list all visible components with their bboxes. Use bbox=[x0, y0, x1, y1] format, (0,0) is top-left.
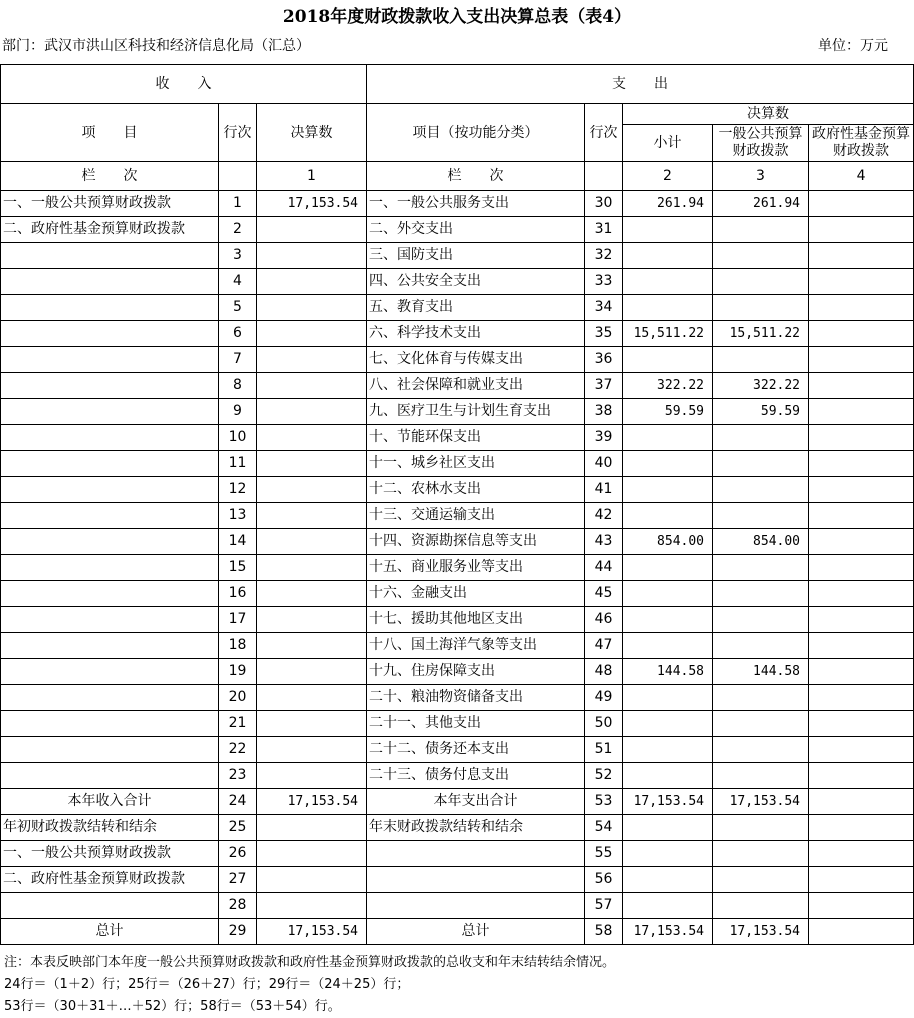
expense-row-no-cell: 39 bbox=[585, 425, 623, 451]
income-item-cell bbox=[1, 399, 219, 425]
expense-item-cell: 二十三、债务付息支出 bbox=[367, 763, 585, 789]
income-item-cell bbox=[1, 659, 219, 685]
general-budget-cell bbox=[713, 451, 809, 477]
income-item-cell bbox=[1, 763, 219, 789]
income-item-cell: 本年收入合计 bbox=[1, 789, 219, 815]
table-row bbox=[1, 373, 914, 399]
income-item-cell bbox=[1, 373, 219, 399]
general-budget-cell bbox=[713, 711, 809, 737]
income-row-no-cell: 18 bbox=[219, 633, 257, 659]
table-row bbox=[1, 503, 914, 529]
notes bbox=[4, 952, 615, 1018]
general-budget-header: 一般公共预算财政拨款 bbox=[713, 125, 809, 162]
subtotal-cell bbox=[623, 269, 713, 295]
income-amount-cell bbox=[257, 633, 367, 659]
general-budget-cell bbox=[713, 477, 809, 503]
expense-row-no-cell: 52 bbox=[585, 763, 623, 789]
general-budget-cell: 261.94 bbox=[713, 191, 809, 217]
general-budget-cell bbox=[713, 763, 809, 789]
expense-item-cell: 十二、农林水支出 bbox=[367, 477, 585, 503]
column-number-4: 4 bbox=[809, 162, 914, 191]
gov-fund-cell bbox=[809, 529, 914, 555]
gov-fund-cell bbox=[809, 867, 914, 893]
expense-item-cell: 二十二、债务还本支出 bbox=[367, 737, 585, 763]
gov-fund-cell bbox=[809, 321, 914, 347]
subtotal-cell: 144.58 bbox=[623, 659, 713, 685]
income-item-header: 项 目 bbox=[1, 104, 219, 162]
income-item-cell bbox=[1, 555, 219, 581]
income-amount-cell bbox=[257, 243, 367, 269]
subtotal-cell: 261.94 bbox=[623, 191, 713, 217]
expense-item-cell: 三、国防支出 bbox=[367, 243, 585, 269]
expense-item-cell: 总计 bbox=[367, 919, 585, 945]
income-item-cell bbox=[1, 477, 219, 503]
gov-fund-cell bbox=[809, 841, 914, 867]
income-item-cell: 年初财政拨款结转和结余 bbox=[1, 815, 219, 841]
expense-item-cell: 九、医疗卫生与计划生育支出 bbox=[367, 399, 585, 425]
table-row bbox=[1, 789, 914, 815]
expense-row-no-cell: 45 bbox=[585, 581, 623, 607]
expense-row-no-cell: 49 bbox=[585, 685, 623, 711]
subtotal-cell bbox=[623, 295, 713, 321]
income-amount-cell: 17,153.54 bbox=[257, 191, 367, 217]
general-budget-cell bbox=[713, 243, 809, 269]
subtotal-cell bbox=[623, 737, 713, 763]
income-row-no-cell: 19 bbox=[219, 659, 257, 685]
income-item-cell: 二、政府性基金预算财政拨款 bbox=[1, 217, 219, 243]
expense-item-cell: 八、社会保障和就业支出 bbox=[367, 373, 585, 399]
income-row-no-cell: 26 bbox=[219, 841, 257, 867]
gov-fund-cell bbox=[809, 477, 914, 503]
column-number-1: 1 bbox=[257, 162, 367, 191]
subtotal-cell: 854.00 bbox=[623, 529, 713, 555]
expense-row-no-cell: 30 bbox=[585, 191, 623, 217]
empty-cell bbox=[585, 162, 623, 191]
gov-fund-cell bbox=[809, 555, 914, 581]
gov-fund-cell bbox=[809, 425, 914, 451]
subtotal-cell bbox=[623, 633, 713, 659]
general-budget-cell bbox=[713, 685, 809, 711]
expense-item-header: 项目（按功能分类） bbox=[367, 104, 585, 162]
subtotal-cell bbox=[623, 607, 713, 633]
expense-row-no-cell: 34 bbox=[585, 295, 623, 321]
note-line: 24行＝（1＋2）行；25行＝（26＋27）行；29行＝（24＋25）行； bbox=[4, 977, 410, 992]
report-title: 2018年度财政拨款收入支出决算总表（表4） bbox=[282, 7, 632, 27]
gov-fund-cell bbox=[809, 373, 914, 399]
gov-fund-cell bbox=[809, 789, 914, 815]
income-item-cell bbox=[1, 893, 219, 919]
subtotal-cell: 59.59 bbox=[623, 399, 713, 425]
table-row bbox=[1, 451, 914, 477]
column-number-2: 2 bbox=[623, 162, 713, 191]
income-item-cell bbox=[1, 425, 219, 451]
income-amount-cell bbox=[257, 399, 367, 425]
expense-item-cell: 二十一、其他支出 bbox=[367, 711, 585, 737]
gov-fund-cell bbox=[809, 503, 914, 529]
expense-row-no-cell: 53 bbox=[585, 789, 623, 815]
gov-fund-cell bbox=[809, 243, 914, 269]
gov-fund-cell bbox=[809, 347, 914, 373]
expense-row-no-cell: 35 bbox=[585, 321, 623, 347]
expense-item-cell: 十一、城乡社区支出 bbox=[367, 451, 585, 477]
subtotal-cell: 15,511.22 bbox=[623, 321, 713, 347]
table-row bbox=[1, 425, 914, 451]
expense-item-cell: 四、公共安全支出 bbox=[367, 269, 585, 295]
table-row bbox=[1, 269, 914, 295]
subtotal-cell bbox=[623, 451, 713, 477]
column-number-3: 3 bbox=[713, 162, 809, 191]
income-item-cell bbox=[1, 581, 219, 607]
table-row bbox=[1, 841, 914, 867]
income-row-no-cell: 1 bbox=[219, 191, 257, 217]
table-row bbox=[1, 763, 914, 789]
expense-row-no-cell: 46 bbox=[585, 607, 623, 633]
income-row-no-header: 行次 bbox=[219, 104, 257, 162]
expense-row-no-cell: 41 bbox=[585, 477, 623, 503]
table-row bbox=[1, 581, 914, 607]
expense-row-no-cell: 31 bbox=[585, 217, 623, 243]
table-row bbox=[1, 347, 914, 373]
general-budget-cell bbox=[713, 217, 809, 243]
expense-item-cell: 十、节能环保支出 bbox=[367, 425, 585, 451]
income-amount-cell bbox=[257, 893, 367, 919]
income-amount-cell bbox=[257, 815, 367, 841]
subtotal-cell bbox=[623, 555, 713, 581]
gov-fund-cell bbox=[809, 607, 914, 633]
table-row bbox=[1, 737, 914, 763]
unit-label: 单位：万元 bbox=[818, 38, 888, 54]
income-header: 收 入 bbox=[1, 65, 367, 104]
subtotal-cell bbox=[623, 893, 713, 919]
gov-fund-cell bbox=[809, 269, 914, 295]
subtotal-cell bbox=[623, 711, 713, 737]
empty-cell bbox=[219, 162, 257, 191]
income-column-label: 栏 次 bbox=[1, 162, 219, 191]
general-budget-cell bbox=[713, 503, 809, 529]
general-budget-cell bbox=[713, 295, 809, 321]
income-row-no-cell: 25 bbox=[219, 815, 257, 841]
income-final-amount-header: 决算数 bbox=[257, 104, 367, 162]
income-amount-cell bbox=[257, 269, 367, 295]
income-row-no-cell: 12 bbox=[219, 477, 257, 503]
expense-row-no-cell: 56 bbox=[585, 867, 623, 893]
expense-row-no-cell: 55 bbox=[585, 841, 623, 867]
table-row bbox=[1, 529, 914, 555]
income-amount-cell bbox=[257, 295, 367, 321]
income-item-cell: 一、一般公共预算财政拨款 bbox=[1, 841, 219, 867]
income-item-cell bbox=[1, 607, 219, 633]
expense-row-no-cell: 48 bbox=[585, 659, 623, 685]
expense-row-no-cell: 37 bbox=[585, 373, 623, 399]
income-item-cell bbox=[1, 321, 219, 347]
expense-row-no-cell: 38 bbox=[585, 399, 623, 425]
expense-row-no-header: 行次 bbox=[585, 104, 623, 162]
subtotal-cell bbox=[623, 685, 713, 711]
income-amount-cell bbox=[257, 451, 367, 477]
subtotal-cell: 17,153.54 bbox=[623, 919, 713, 945]
general-budget-cell bbox=[713, 425, 809, 451]
income-item-cell bbox=[1, 633, 219, 659]
table-row bbox=[1, 893, 914, 919]
table-row bbox=[1, 243, 914, 269]
income-amount-cell bbox=[257, 867, 367, 893]
income-row-no-cell: 3 bbox=[219, 243, 257, 269]
expense-item-cell: 十九、住房保障支出 bbox=[367, 659, 585, 685]
expense-item-cell: 五、教育支出 bbox=[367, 295, 585, 321]
subtotal-header: 小计 bbox=[623, 125, 713, 162]
income-amount-cell bbox=[257, 737, 367, 763]
income-row-no-cell: 24 bbox=[219, 789, 257, 815]
general-budget-cell bbox=[713, 867, 809, 893]
expense-row-no-cell: 44 bbox=[585, 555, 623, 581]
note-line: 53行＝（30＋31＋…＋52）行；58行＝（53＋54）行。 bbox=[4, 999, 341, 1014]
expense-row-no-cell: 58 bbox=[585, 919, 623, 945]
expense-row-no-cell: 57 bbox=[585, 893, 623, 919]
expense-item-cell bbox=[367, 841, 585, 867]
income-item-cell: 总计 bbox=[1, 919, 219, 945]
income-item-cell bbox=[1, 737, 219, 763]
gov-fund-cell bbox=[809, 451, 914, 477]
gov-fund-cell bbox=[809, 295, 914, 321]
table-row bbox=[1, 919, 914, 945]
income-amount-cell bbox=[257, 425, 367, 451]
expense-row-no-cell: 43 bbox=[585, 529, 623, 555]
gov-fund-cell bbox=[809, 737, 914, 763]
income-row-no-cell: 6 bbox=[219, 321, 257, 347]
gov-fund-cell bbox=[809, 815, 914, 841]
expense-final-header: 决算数 bbox=[623, 104, 914, 125]
income-row-no-cell: 10 bbox=[219, 425, 257, 451]
expense-item-cell: 十七、援助其他地区支出 bbox=[367, 607, 585, 633]
general-budget-cell bbox=[713, 581, 809, 607]
gov-fund-cell bbox=[809, 633, 914, 659]
income-item-cell bbox=[1, 529, 219, 555]
expense-column-label: 栏 次 bbox=[367, 162, 585, 191]
subtotal-cell bbox=[623, 347, 713, 373]
expense-row-no-cell: 51 bbox=[585, 737, 623, 763]
subtotal-cell bbox=[623, 243, 713, 269]
expense-item-cell: 十八、国土海洋气象等支出 bbox=[367, 633, 585, 659]
income-row-no-cell: 5 bbox=[219, 295, 257, 321]
general-budget-cell bbox=[713, 633, 809, 659]
table-row bbox=[1, 217, 914, 243]
income-amount-cell bbox=[257, 685, 367, 711]
income-row-no-cell: 8 bbox=[219, 373, 257, 399]
table-row bbox=[1, 633, 914, 659]
income-item-cell bbox=[1, 503, 219, 529]
table-row bbox=[1, 555, 914, 581]
subtotal-cell bbox=[623, 425, 713, 451]
income-item-cell bbox=[1, 451, 219, 477]
subtotal-cell bbox=[623, 477, 713, 503]
expense-row-no-cell: 47 bbox=[585, 633, 623, 659]
expense-item-cell: 本年支出合计 bbox=[367, 789, 585, 815]
gov-fund-cell bbox=[809, 581, 914, 607]
income-item-cell: 一、一般公共预算财政拨款 bbox=[1, 191, 219, 217]
expense-item-cell: 十三、交通运输支出 bbox=[367, 503, 585, 529]
gov-fund-header: 政府性基金预算财政拨款 bbox=[809, 125, 914, 162]
table-row bbox=[1, 815, 914, 841]
income-row-no-cell: 7 bbox=[219, 347, 257, 373]
subtotal-cell bbox=[623, 503, 713, 529]
subtotal-cell bbox=[623, 815, 713, 841]
expense-row-no-cell: 36 bbox=[585, 347, 623, 373]
general-budget-cell: 15,511.22 bbox=[713, 321, 809, 347]
general-budget-cell bbox=[713, 269, 809, 295]
subtotal-cell bbox=[623, 581, 713, 607]
expense-row-no-cell: 50 bbox=[585, 711, 623, 737]
general-budget-cell bbox=[713, 347, 809, 373]
income-amount-cell bbox=[257, 841, 367, 867]
general-budget-cell bbox=[713, 893, 809, 919]
table-row bbox=[1, 685, 914, 711]
gov-fund-cell bbox=[809, 217, 914, 243]
table-row bbox=[1, 321, 914, 347]
gov-fund-cell bbox=[809, 659, 914, 685]
income-amount-cell bbox=[257, 529, 367, 555]
expense-row-no-cell: 32 bbox=[585, 243, 623, 269]
income-item-cell bbox=[1, 347, 219, 373]
expense-item-cell: 年末财政拨款结转和结余 bbox=[367, 815, 585, 841]
table-row bbox=[1, 191, 914, 217]
expense-item-cell: 一、一般公共服务支出 bbox=[367, 191, 585, 217]
income-amount-cell: 17,153.54 bbox=[257, 919, 367, 945]
income-item-cell bbox=[1, 243, 219, 269]
income-amount-cell bbox=[257, 373, 367, 399]
income-amount-cell bbox=[257, 347, 367, 373]
general-budget-cell bbox=[713, 555, 809, 581]
expense-item-cell: 二十、粮油物资储备支出 bbox=[367, 685, 585, 711]
gov-fund-cell bbox=[809, 763, 914, 789]
expense-item-cell: 六、科学技术支出 bbox=[367, 321, 585, 347]
income-amount-cell bbox=[257, 607, 367, 633]
general-budget-cell: 854.00 bbox=[713, 529, 809, 555]
expense-item-cell: 七、文化体育与传媒支出 bbox=[367, 347, 585, 373]
table-row bbox=[1, 295, 914, 321]
income-amount-cell bbox=[257, 477, 367, 503]
table-row bbox=[1, 607, 914, 633]
expense-item-cell: 十六、金融支出 bbox=[367, 581, 585, 607]
subtotal-cell: 322.22 bbox=[623, 373, 713, 399]
income-amount-cell bbox=[257, 321, 367, 347]
general-budget-cell bbox=[713, 815, 809, 841]
expense-row-no-cell: 54 bbox=[585, 815, 623, 841]
subtotal-cell bbox=[623, 763, 713, 789]
income-row-no-cell: 28 bbox=[219, 893, 257, 919]
income-amount-cell bbox=[257, 581, 367, 607]
general-budget-cell: 17,153.54 bbox=[713, 919, 809, 945]
expense-row-no-cell: 33 bbox=[585, 269, 623, 295]
income-row-no-cell: 21 bbox=[219, 711, 257, 737]
income-row-no-cell: 11 bbox=[219, 451, 257, 477]
budget-table bbox=[0, 64, 914, 945]
expense-item-cell: 十四、资源勘探信息等支出 bbox=[367, 529, 585, 555]
income-item-cell: 二、政府性基金预算财政拨款 bbox=[1, 867, 219, 893]
general-budget-cell: 17,153.54 bbox=[713, 789, 809, 815]
income-amount-cell bbox=[257, 711, 367, 737]
income-row-no-cell: 13 bbox=[219, 503, 257, 529]
gov-fund-cell bbox=[809, 685, 914, 711]
general-budget-cell bbox=[713, 607, 809, 633]
income-amount-cell bbox=[257, 217, 367, 243]
gov-fund-cell bbox=[809, 919, 914, 945]
income-amount-cell: 17,153.54 bbox=[257, 789, 367, 815]
income-row-no-cell: 15 bbox=[219, 555, 257, 581]
expense-header: 支 出 bbox=[367, 65, 914, 104]
general-budget-cell: 144.58 bbox=[713, 659, 809, 685]
department-label: 部门：武汉市洪山区科技和经济信息化局（汇总） bbox=[2, 38, 310, 54]
general-budget-cell bbox=[713, 737, 809, 763]
expense-item-cell: 十五、商业服务业等支出 bbox=[367, 555, 585, 581]
income-row-no-cell: 20 bbox=[219, 685, 257, 711]
table-row bbox=[1, 477, 914, 503]
income-item-cell bbox=[1, 711, 219, 737]
income-row-no-cell: 9 bbox=[219, 399, 257, 425]
expense-item-cell bbox=[367, 867, 585, 893]
gov-fund-cell bbox=[809, 893, 914, 919]
subtotal-cell bbox=[623, 867, 713, 893]
income-amount-cell bbox=[257, 763, 367, 789]
income-row-no-cell: 22 bbox=[219, 737, 257, 763]
table-row bbox=[1, 399, 914, 425]
subtotal-cell: 17,153.54 bbox=[623, 789, 713, 815]
note-line: 注：本表反映部门本年度一般公共预算财政拨款和政府性基金预算财政拨款的总收支和年末结转结余情况。 bbox=[4, 955, 616, 970]
gov-fund-cell bbox=[809, 191, 914, 217]
expense-item-cell bbox=[367, 893, 585, 919]
table-row bbox=[1, 711, 914, 737]
table-row bbox=[1, 867, 914, 893]
income-amount-cell bbox=[257, 659, 367, 685]
income-row-no-cell: 17 bbox=[219, 607, 257, 633]
gov-fund-cell bbox=[809, 399, 914, 425]
income-row-no-cell: 4 bbox=[219, 269, 257, 295]
general-budget-cell: 322.22 bbox=[713, 373, 809, 399]
table-row bbox=[1, 659, 914, 685]
income-row-no-cell: 2 bbox=[219, 217, 257, 243]
expense-item-cell: 二、外交支出 bbox=[367, 217, 585, 243]
income-row-no-cell: 16 bbox=[219, 581, 257, 607]
income-item-cell bbox=[1, 269, 219, 295]
income-row-no-cell: 23 bbox=[219, 763, 257, 789]
income-amount-cell bbox=[257, 555, 367, 581]
income-amount-cell bbox=[257, 503, 367, 529]
income-item-cell bbox=[1, 685, 219, 711]
income-row-no-cell: 27 bbox=[219, 867, 257, 893]
subtotal-cell bbox=[623, 841, 713, 867]
general-budget-cell bbox=[713, 841, 809, 867]
expense-row-no-cell: 42 bbox=[585, 503, 623, 529]
income-row-no-cell: 29 bbox=[219, 919, 257, 945]
income-row-no-cell: 14 bbox=[219, 529, 257, 555]
expense-row-no-cell: 40 bbox=[585, 451, 623, 477]
income-item-cell bbox=[1, 295, 219, 321]
gov-fund-cell bbox=[809, 711, 914, 737]
subtotal-cell bbox=[623, 217, 713, 243]
general-budget-cell: 59.59 bbox=[713, 399, 809, 425]
